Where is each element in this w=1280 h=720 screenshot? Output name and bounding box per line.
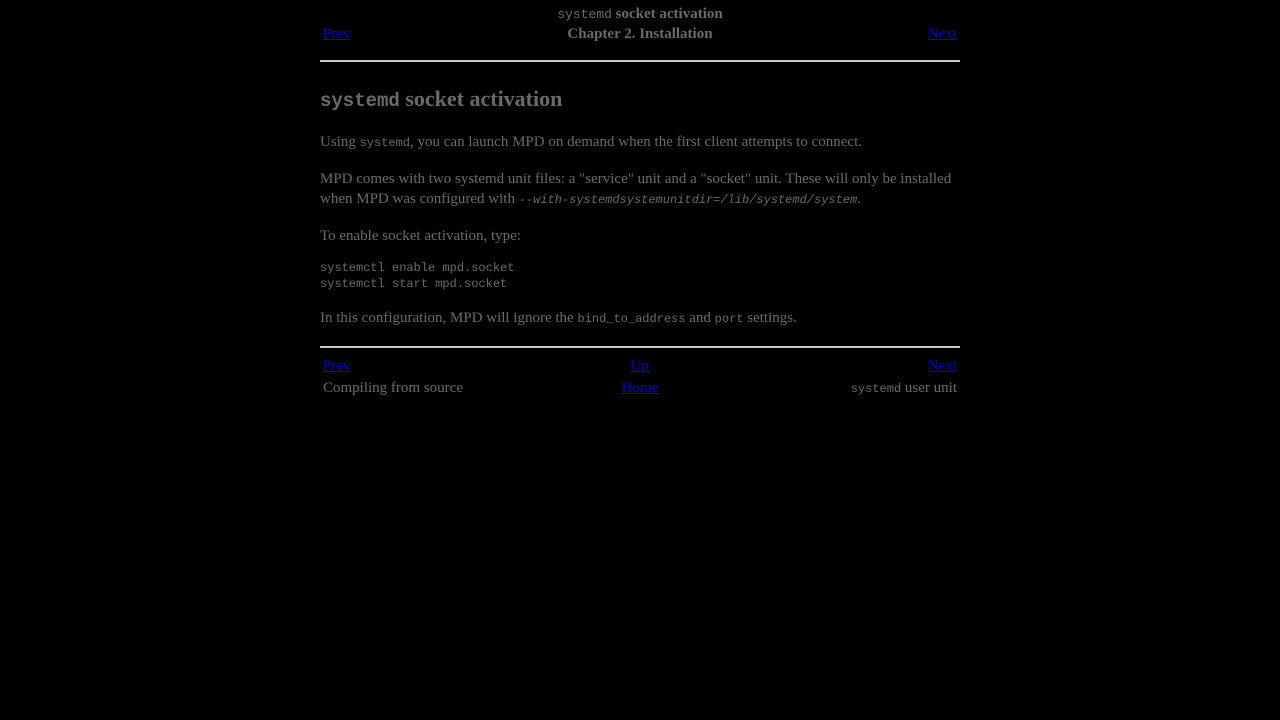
p2-code-path: /lib/systemd/system (720, 193, 858, 207)
navheader-title (320, 0, 960, 26)
p1-code: systemd (359, 136, 411, 150)
section-heading-text: socket activation (399, 86, 563, 111)
paragraph-intro (320, 132, 960, 153)
p2-text: MPD comes with two systemd unit files: a "service" unit and a "socket" unit. These will only be installed when MPD was configured with (320, 171, 952, 207)
footer-up-link[interactable]: Up (630, 358, 650, 374)
header-prev-link[interactable]: Prev (323, 26, 351, 42)
p2-code-option: with-systemdsystemunitdir (533, 193, 714, 207)
footer-home-link[interactable]: Home (621, 380, 659, 396)
footer-next-title (748, 380, 957, 397)
navheader-title-code: systemd (557, 7, 612, 22)
header-divider (320, 60, 960, 62)
navheader-row (320, 26, 960, 52)
p4-code-port: port (714, 312, 744, 326)
command-line-1: systemctl enable mpd.socket (320, 261, 515, 275)
command-block (320, 260, 960, 292)
footer-next-title-text: user unit (901, 380, 957, 396)
p2-code-dashes: -- (518, 193, 534, 207)
page-content (320, 0, 960, 404)
footer-prev-title: Compiling from source (323, 380, 463, 396)
navfooter-titles-row (320, 380, 960, 404)
p4-after: settings. (743, 310, 797, 326)
p4-before: In this configuration, MPD will ignore the (320, 310, 578, 326)
footer-next-link[interactable]: Next (927, 358, 957, 374)
paragraph-enable: To enable socket activation, type: (320, 228, 521, 244)
section-heading (320, 86, 960, 116)
footer-prev-link[interactable]: Prev (323, 358, 351, 374)
paragraph-configuration (320, 308, 960, 329)
footer-next-title-code: systemd (850, 382, 902, 396)
p2-end: . (857, 191, 861, 207)
command-line-2: systemctl start mpd.socket (320, 277, 508, 291)
p4-middle: and (685, 310, 715, 326)
p1-after: , you can launch MPD on demand when the first client attempts to connect. (410, 134, 862, 150)
p4-code-bind: bind_to_address (577, 312, 686, 326)
header-next-link[interactable]: Next (927, 26, 957, 42)
chapter-title: Chapter 2. Installation (567, 26, 713, 42)
navfooter-links-row (320, 358, 960, 380)
footer-divider (320, 346, 960, 348)
navheader-title-text: socket activation (611, 6, 723, 22)
paragraph-unit-files (320, 169, 960, 210)
p1-before: Using (320, 134, 360, 150)
p2-code-equals: = (713, 193, 721, 207)
section-heading-code: systemd (320, 90, 400, 112)
